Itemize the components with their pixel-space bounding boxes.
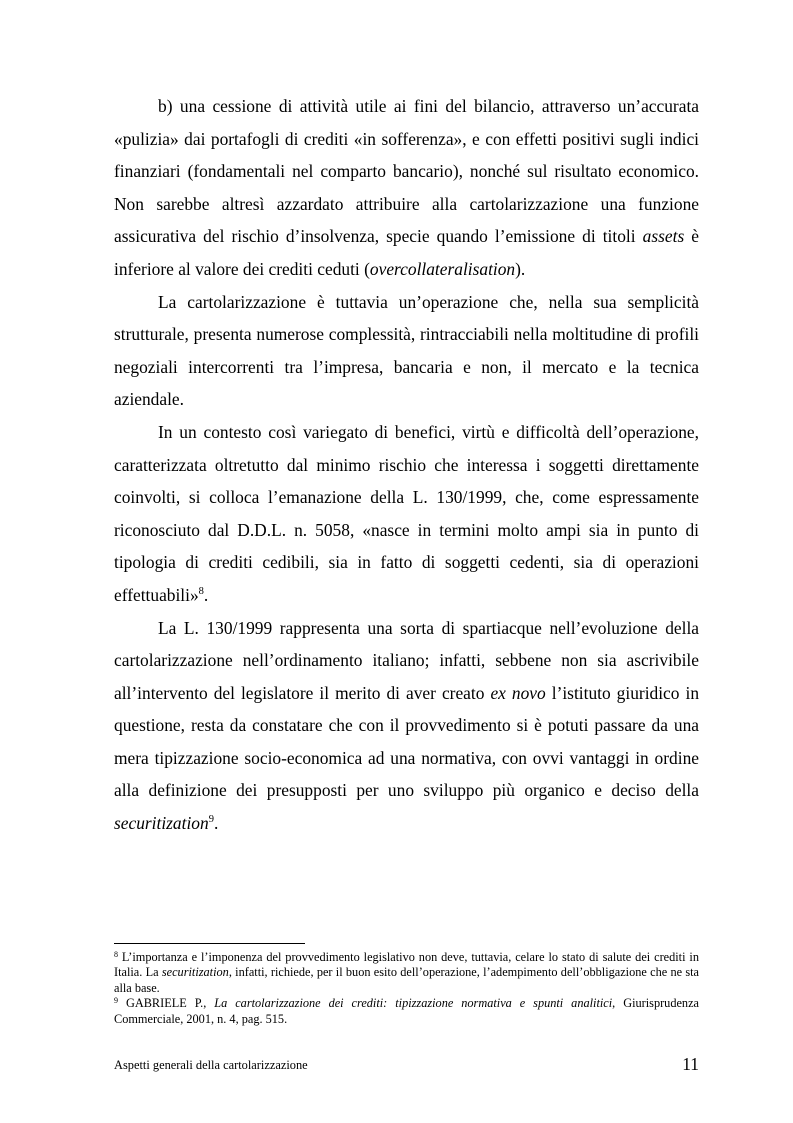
body-text [114, 90, 699, 840]
footnotes [114, 950, 699, 1027]
paragraph-3: In un contesto così variegato di benefici, virtù e difficoltà dell’operazione, caratterizzata oltretutto dal minimo rischio che interessa i soggetti direttamente coinvolti, si colloca l’emanazione della L. 130/1999, che, come espressamente riconosciuto dal D.D.L. n. 5058, «nasce in termini molto ampi sia in punto di tipologia di crediti cedibili, sia in fatto di soggetti cedenti, sia di operazioni effettuabili»$^8$. [114, 421, 699, 605]
paragraph-2: La cartolarizzazione è tuttavia un’operazione che, nella sua semplicità strutturale, presenta numerose complessità, rintracciabili nella moltitudine di profili negoziali intercorrenti tra l’impresa, bancaria e non, il mercato e la tecnica aziendale. [114, 291, 699, 410]
footnote-separator [114, 943, 305, 944]
paragraph-1: b) una cessione di attività utile ai fini del bilancio, attraverso un’accurata «pulizia» dai portafogli di crediti «in sofferenza», e con effetti positivi sugli indici finanziari (fondamentali nel comparto bancario), nonché sul risultato economico. Non sarebbe altresì azzardato attribuire alla cartolarizzazione una funzione assicurativa del rischio d’insolvenza, specie quando l’emissione di titoli assets è inferiore al valore dei crediti ceduti (overcollateralisation). [114, 96, 700, 279]
page-number: 11 [682, 1054, 699, 1074]
footnote-9: $^9$ GABRIELE P., La cartolarizzazione dei crediti: tipizzazione normativa e spunti analitici, Giurisprudenza Commerciale, 2001, n. 4, pag. 515. [114, 996, 700, 1026]
running-title: Aspetti generali della cartolarizzazione [114, 1058, 308, 1072]
footnote-ref-8: 8 [198, 585, 204, 597]
footnote-8: $^8$ L’importanza e l’imponenza del provvedimento legislativo non deve, tuttavia, celare lo stato di salute dei crediti in Italia. La securitization, infatti, richiede, per il buon esito dell’operazione, l’adempimento dell’obbligazione che ne sta alla base. [114, 950, 699, 995]
paragraph-4: La L. 130/1999 rappresenta una sorta di spartiacque nell’evoluzione della cartolarizzazione nell’ordinamento italiano; infatti, sebbene non sia ascrivibile all’intervento del legislatore il merito di aver creato ex novo l’istituto giuridico in questione, resta da constatare che con il provvedimento si è potuti passare da una mera tipizzazione socio-economica ad una normativa, con ovvi vantaggi in ordine alla definizione dei presupposti per uno sviluppo più organico e deciso della securitization$^9$. [114, 617, 700, 834]
footnote-ref-9: 9 [208, 814, 214, 826]
